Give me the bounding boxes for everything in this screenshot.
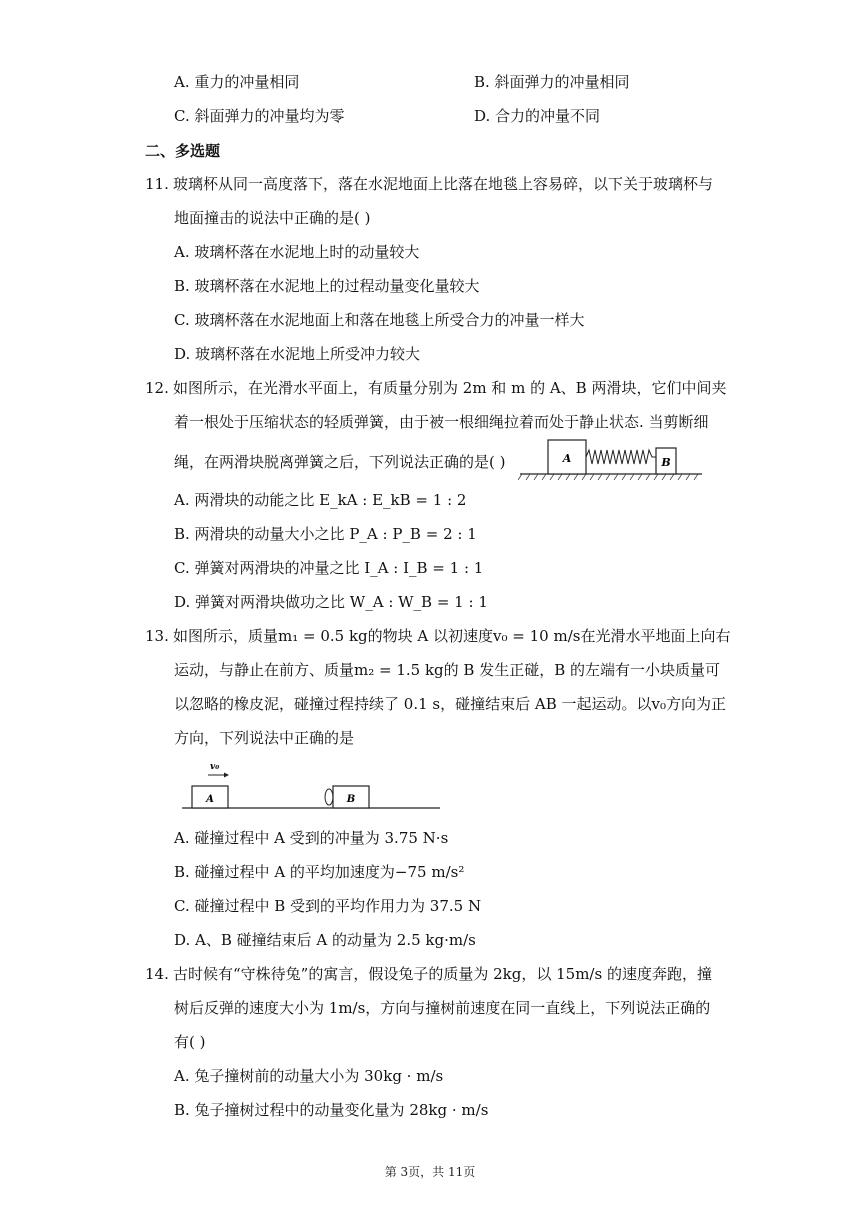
q14-line2: 树后反弹的速度大小为 1m/s，方向与撞树前速度在同一直线上，下列说法正确的 — [174, 999, 711, 1017]
q14-line3: 有( ) — [174, 1033, 206, 1051]
q12-line3: 绳，在两滑块脱离弹簧之后，下列说法正确的是( ) — [174, 453, 506, 471]
q10-option-b: B. 斜面弹力的冲量相同 — [474, 73, 630, 91]
q11-stem — [145, 174, 713, 194]
q13-number: 13. — [145, 627, 169, 645]
q11-line1: 玻璃杯从同一高度落下，落在水泥地面上比落在地毯上容易碎，以下关于玻璃杯与 — [173, 175, 714, 193]
q11-option-d: D. 玻璃杯落在水泥地上所受冲力较大 — [174, 345, 421, 363]
q13-line1: 如图所示，质量m₁ = 0.5 kg的物块 A 以初速度v₀ = 10 m/s在光滑水平地面上向右 — [173, 627, 731, 645]
q10-option-d: D. 合力的冲量不同 — [474, 107, 601, 125]
block-a-label: A — [562, 452, 572, 465]
q14-option-b: B. 兔子撞树过程中的动量变化量为 28kg · m/s — [174, 1101, 489, 1119]
block-b-label: B — [661, 456, 671, 469]
putty — [325, 789, 333, 805]
q14-option-a: A. 兔子撞树前的动量大小为 30kg · m/s — [174, 1067, 444, 1085]
section-title: 二、多选题 — [145, 142, 221, 160]
page-footer: 第 3页，共 11页 — [384, 1165, 476, 1179]
q12-option-b: B. 两滑块的动量大小之比 P_A : P_B = 2 : 1 — [174, 525, 477, 543]
q13-stem — [145, 626, 730, 646]
q13-line2: 运动，与静止在前方、质量m₂ = 1.5 kg的 B 发生正碰，B 的左端有一小块质量可 — [174, 661, 721, 679]
q12-number: 12. — [145, 379, 169, 397]
q11-number: 11. — [145, 175, 169, 193]
q10-option-a: A. 重力的冲量相同 — [174, 73, 300, 91]
q13-collision-figure — [178, 758, 444, 812]
v0-arrow-head — [224, 773, 229, 778]
v0-label: v₀ — [210, 762, 220, 772]
q10-option-c: C. 斜面弹力的冲量均为零 — [174, 107, 345, 125]
q12-stem — [145, 378, 726, 398]
q14-number: 14. — [145, 965, 169, 983]
q12-line1: 如图所示，在光滑水平面上，有质量分别为 2m 和 m 的 A、B 两滑块，它们中间夹 — [173, 379, 727, 397]
q14-stem — [145, 964, 712, 984]
q13-line4: 方向，下列说法中正确的是 — [174, 729, 355, 747]
q13-line3: 以忽略的橡皮泥，碰撞过程持续了 0.1 s，碰撞结束后 AB 一起运动。以v₀方向为正 — [174, 695, 726, 713]
ground-hatch — [518, 474, 698, 480]
block-b-label: B — [346, 794, 356, 805]
q12-spring-figure — [518, 436, 704, 482]
q11-option-a: A. 玻璃杯落在水泥地上时的动量较大 — [174, 243, 420, 261]
q13-option-b: B. 碰撞过程中 A 的平均加速度为−75 m/s² — [174, 863, 465, 881]
q14-line1: 古时候有“守株待兔”的寓言，假设兔子的质量为 2kg，以 15m/s 的速度奔跑，撞 — [173, 965, 712, 983]
q12-option-c: C. 弹簧对两滑块的冲量之比 I_A : I_B = 1 : 1 — [174, 559, 484, 577]
q11-option-b: B. 玻璃杯落在水泥地上的过程动量变化量较大 — [174, 277, 480, 295]
q13-option-c: C. 碰撞过程中 B 受到的平均作用力为 37.5 N — [174, 897, 482, 915]
compressed-spring — [586, 450, 656, 464]
q12-line2: 着一根处于压缩状态的轻质弹簧，由于被一根细绳拉着而处于静止状态. 当剪断细 — [174, 413, 709, 431]
q11-option-c: C. 玻璃杯落在水泥地面上和落在地毯上所受合力的冲量一样大 — [174, 311, 585, 329]
block-a-label: A — [206, 794, 214, 805]
q12-option-d: D. 弹簧对两滑块做功之比 W_A : W_B = 1 : 1 — [174, 593, 488, 611]
q13-option-a: A. 碰撞过程中 A 受到的冲量为 3.75 N·s — [174, 829, 449, 847]
q13-option-d: D. A、B 碰撞结束后 A 的动量为 2.5 kg·m/s — [174, 931, 476, 949]
q12-option-a: A. 两滑块的动能之比 E_kA : E_kB = 1 : 2 — [174, 491, 467, 509]
q11-line2: 地面撞击的说法中正确的是( ) — [174, 209, 371, 227]
